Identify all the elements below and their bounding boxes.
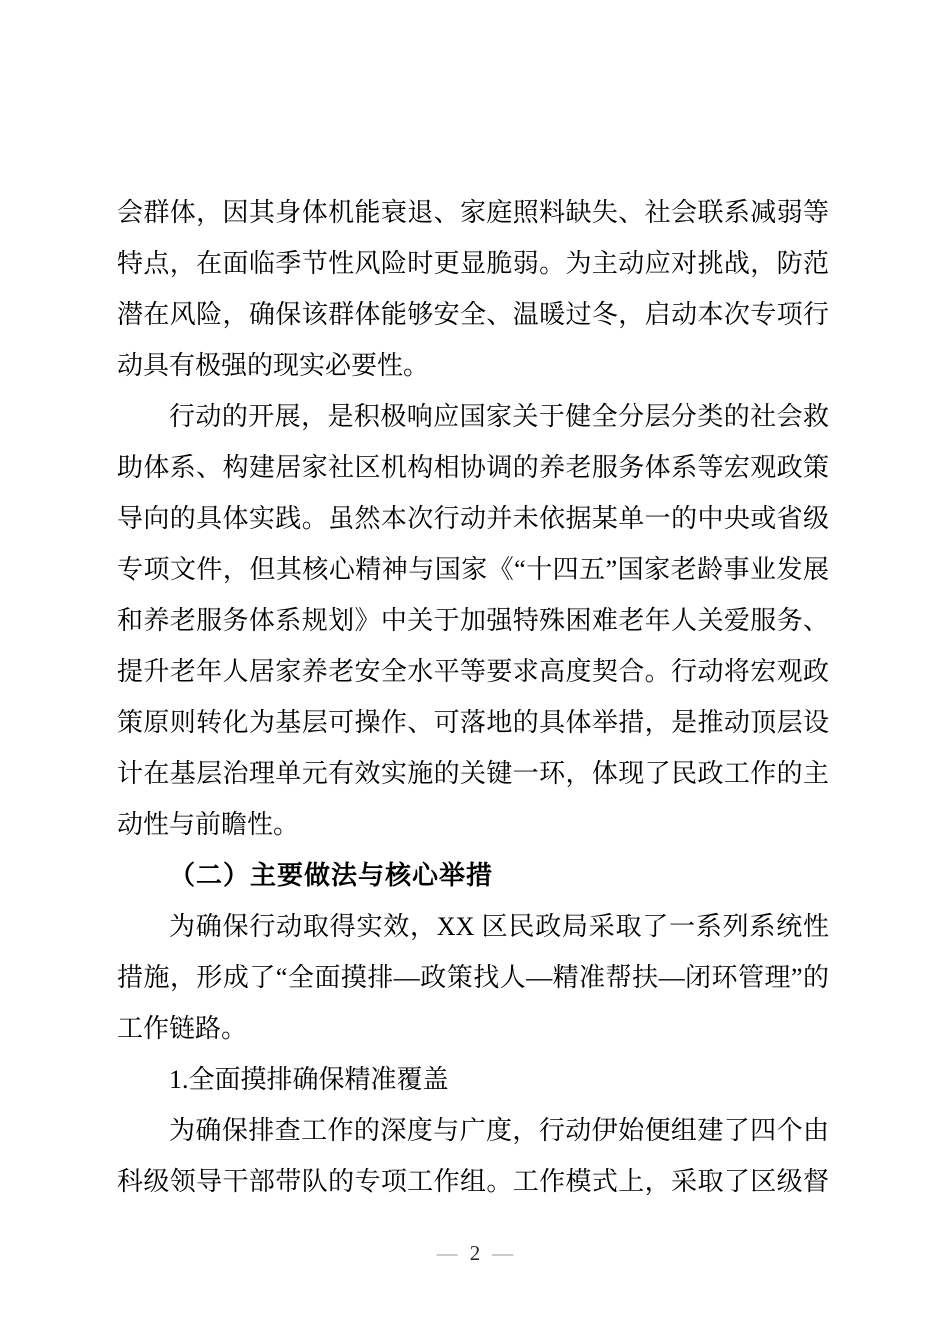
text-line: 提升老年人居家养老安全水平等要求高度契合。行动将宏观政 bbox=[117, 657, 829, 686]
text-line: 科级领导干部带队的专项工作组。工作模式上，采取了区级督 bbox=[117, 1167, 829, 1196]
text-line: 导向的具体实践。虽然本次行动并未依据某单一的中央或省级 bbox=[117, 504, 829, 533]
footer-dash-right: — bbox=[492, 1241, 514, 1265]
text-line: 行动的开展，是积极响应国家关于健全分层分类的社会救 bbox=[169, 402, 829, 431]
page-number: 2 bbox=[469, 1241, 481, 1265]
text-line: 专项文件，但其核心精神与国家《“十四五”国家老龄事业发展 bbox=[117, 555, 829, 584]
text-line: 为确保行动取得实效，XX 区民政局采取了一系列系统性 bbox=[169, 912, 829, 941]
text-line: 特点，在面临季节性风险时更显脆弱。为主动应对挑战，防范 bbox=[117, 249, 829, 278]
text-line: 潜在风险，确保该群体能够安全、温暖过冬，启动本次专项行 bbox=[117, 300, 829, 329]
text-line: 动性与前瞻性。 bbox=[117, 810, 300, 839]
section-heading: （二）主要做法与核心举措 bbox=[169, 860, 494, 890]
text-line: 工作链路。 bbox=[117, 1014, 248, 1043]
subsection-heading: 1.全面摸排确保精准覆盖 bbox=[169, 1065, 449, 1094]
text-line: 会群体，因其身体机能衰退、家庭照料缺失、社会联系减弱等 bbox=[117, 198, 829, 227]
footer-dash-left: — bbox=[436, 1241, 458, 1265]
text-line: 助体系、构建居家社区机构相协调的养老服务体系等宏观政策 bbox=[117, 453, 829, 482]
document-body bbox=[117, 187, 829, 1207]
text-line: 措施，形成了“全面摸排—政策找人—精准帮扶—闭环管理”的 bbox=[117, 963, 829, 992]
text-line: 动具有极强的现实必要性。 bbox=[117, 351, 430, 380]
text-line: 策原则转化为基层可操作、可落地的具体举措，是推动顶层设 bbox=[117, 708, 829, 737]
text-line: 为确保排查工作的深度与广度，行动伊始便组建了四个由 bbox=[169, 1116, 829, 1145]
page-footer bbox=[0, 1238, 950, 1268]
text-line: 和养老服务体系规划》中关于加强特殊困难老年人关爱服务、 bbox=[117, 606, 829, 635]
text-line: 计在基层治理单元有效实施的关键一环，体现了民政工作的主 bbox=[117, 759, 829, 788]
